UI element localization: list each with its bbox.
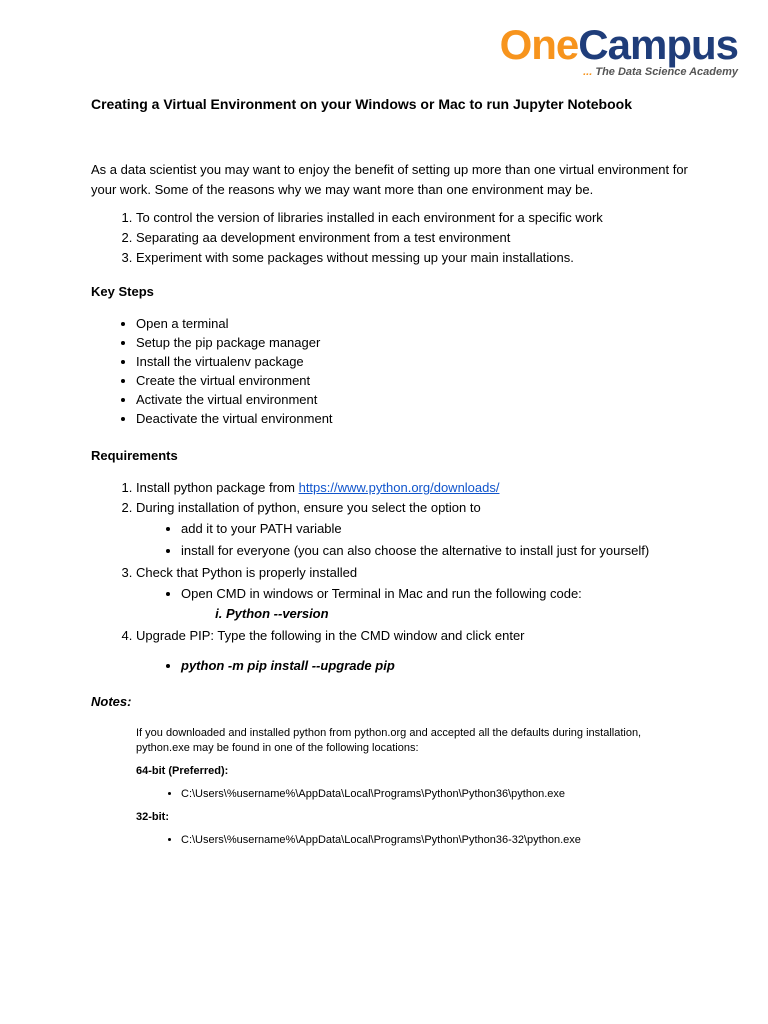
logo-wordmark (499, 21, 738, 68)
requirement-item (136, 478, 691, 498)
requirement-sublist (136, 656, 691, 676)
onecampus-logo (499, 21, 738, 78)
key-step-item: • Open a terminal (136, 314, 691, 333)
requirement-item (136, 498, 691, 561)
requirement-subitem: • add it to your PATH variable (181, 519, 691, 539)
requirement-item (136, 563, 691, 624)
reasons-list (91, 208, 691, 268)
requirement-sublist (136, 584, 691, 624)
requirement-subitem-text: Open CMD in windows or Terminal in Mac and run the following code: (181, 586, 582, 601)
logo-tagline-dots: ... (583, 66, 593, 78)
requirement-subitem (181, 584, 691, 624)
bit64-path: • C:\Users\%username%\AppData\Local\Programs\Python\Python36\python.exe (181, 787, 691, 802)
pip-upgrade-command: • python -m pip install --upgrade pip (181, 656, 691, 676)
bit64-list (136, 787, 691, 802)
bit32-path: • C:\Users\%username%\AppData\Local\Programs\Python\Python36-32\python.exe (181, 833, 691, 848)
bit32-list (136, 833, 691, 848)
document-body (91, 92, 691, 848)
requirement-text: During installation of python, ensure you select the option to (136, 500, 481, 515)
reason-item: 3. Experiment with some packages without messing up your main installations. (136, 248, 691, 268)
requirements-list (91, 478, 691, 676)
python-download-link[interactable]: https://www.python.org/downloads/ (298, 480, 500, 495)
document-title: Creating a Virtual Environment on your Windows or Mac to run Jupyter Notebook (91, 96, 633, 112)
key-step-item: • Setup the pip package manager (136, 333, 691, 352)
notes-paragraph: If you downloaded and installed python from python.org and accepted all the defaults during installation, python.exe may be found in one of the following locations: (136, 727, 642, 754)
logo-tagline-text: The Data Science Academy (595, 66, 738, 78)
key-step-item: • Install the virtualenv package (136, 352, 691, 371)
key-step-item: • Activate the virtual environment (136, 390, 691, 409)
reason-item: 2. Separating aa development environment from a test environment (136, 228, 691, 248)
requirements-heading: Requirements (91, 448, 178, 463)
logo-one: One (499, 21, 579, 68)
reason-item: 1. To control the version of libraries installed in each environment for a specific work (136, 208, 691, 228)
key-steps-list (91, 314, 691, 428)
code-list (181, 604, 691, 624)
logo-campus: Campus (578, 21, 738, 68)
notes-heading: Notes: (91, 694, 132, 709)
bit64-label: 64-bit (Preferred): (136, 765, 229, 777)
requirement-sublist (136, 519, 691, 561)
python-version-command: i. Python --version (226, 604, 691, 624)
key-step-item: • Deactivate the virtual environment (136, 409, 691, 428)
requirement-text: Check that Python is properly installed (136, 565, 358, 580)
intro-paragraph: As a data scientist you may want to enjoy the benefit of setting up more than one virtual environment for your work. Some of the reasons why we may want more than one environment may be. (91, 162, 688, 197)
requirement-text: Install python package from (136, 480, 299, 495)
requirement-text: Upgrade PIP: Type the following in the CMD window and click enter (136, 628, 525, 643)
notes-section (136, 726, 691, 848)
key-step-item: • Create the virtual environment (136, 371, 691, 390)
bit32-label: 32-bit: (136, 811, 169, 823)
requirement-subitem: • install for everyone (you can also choose the alternative to install just for yourself) (181, 541, 691, 561)
key-steps-heading: Key Steps (91, 284, 154, 299)
requirement-item (136, 626, 691, 676)
